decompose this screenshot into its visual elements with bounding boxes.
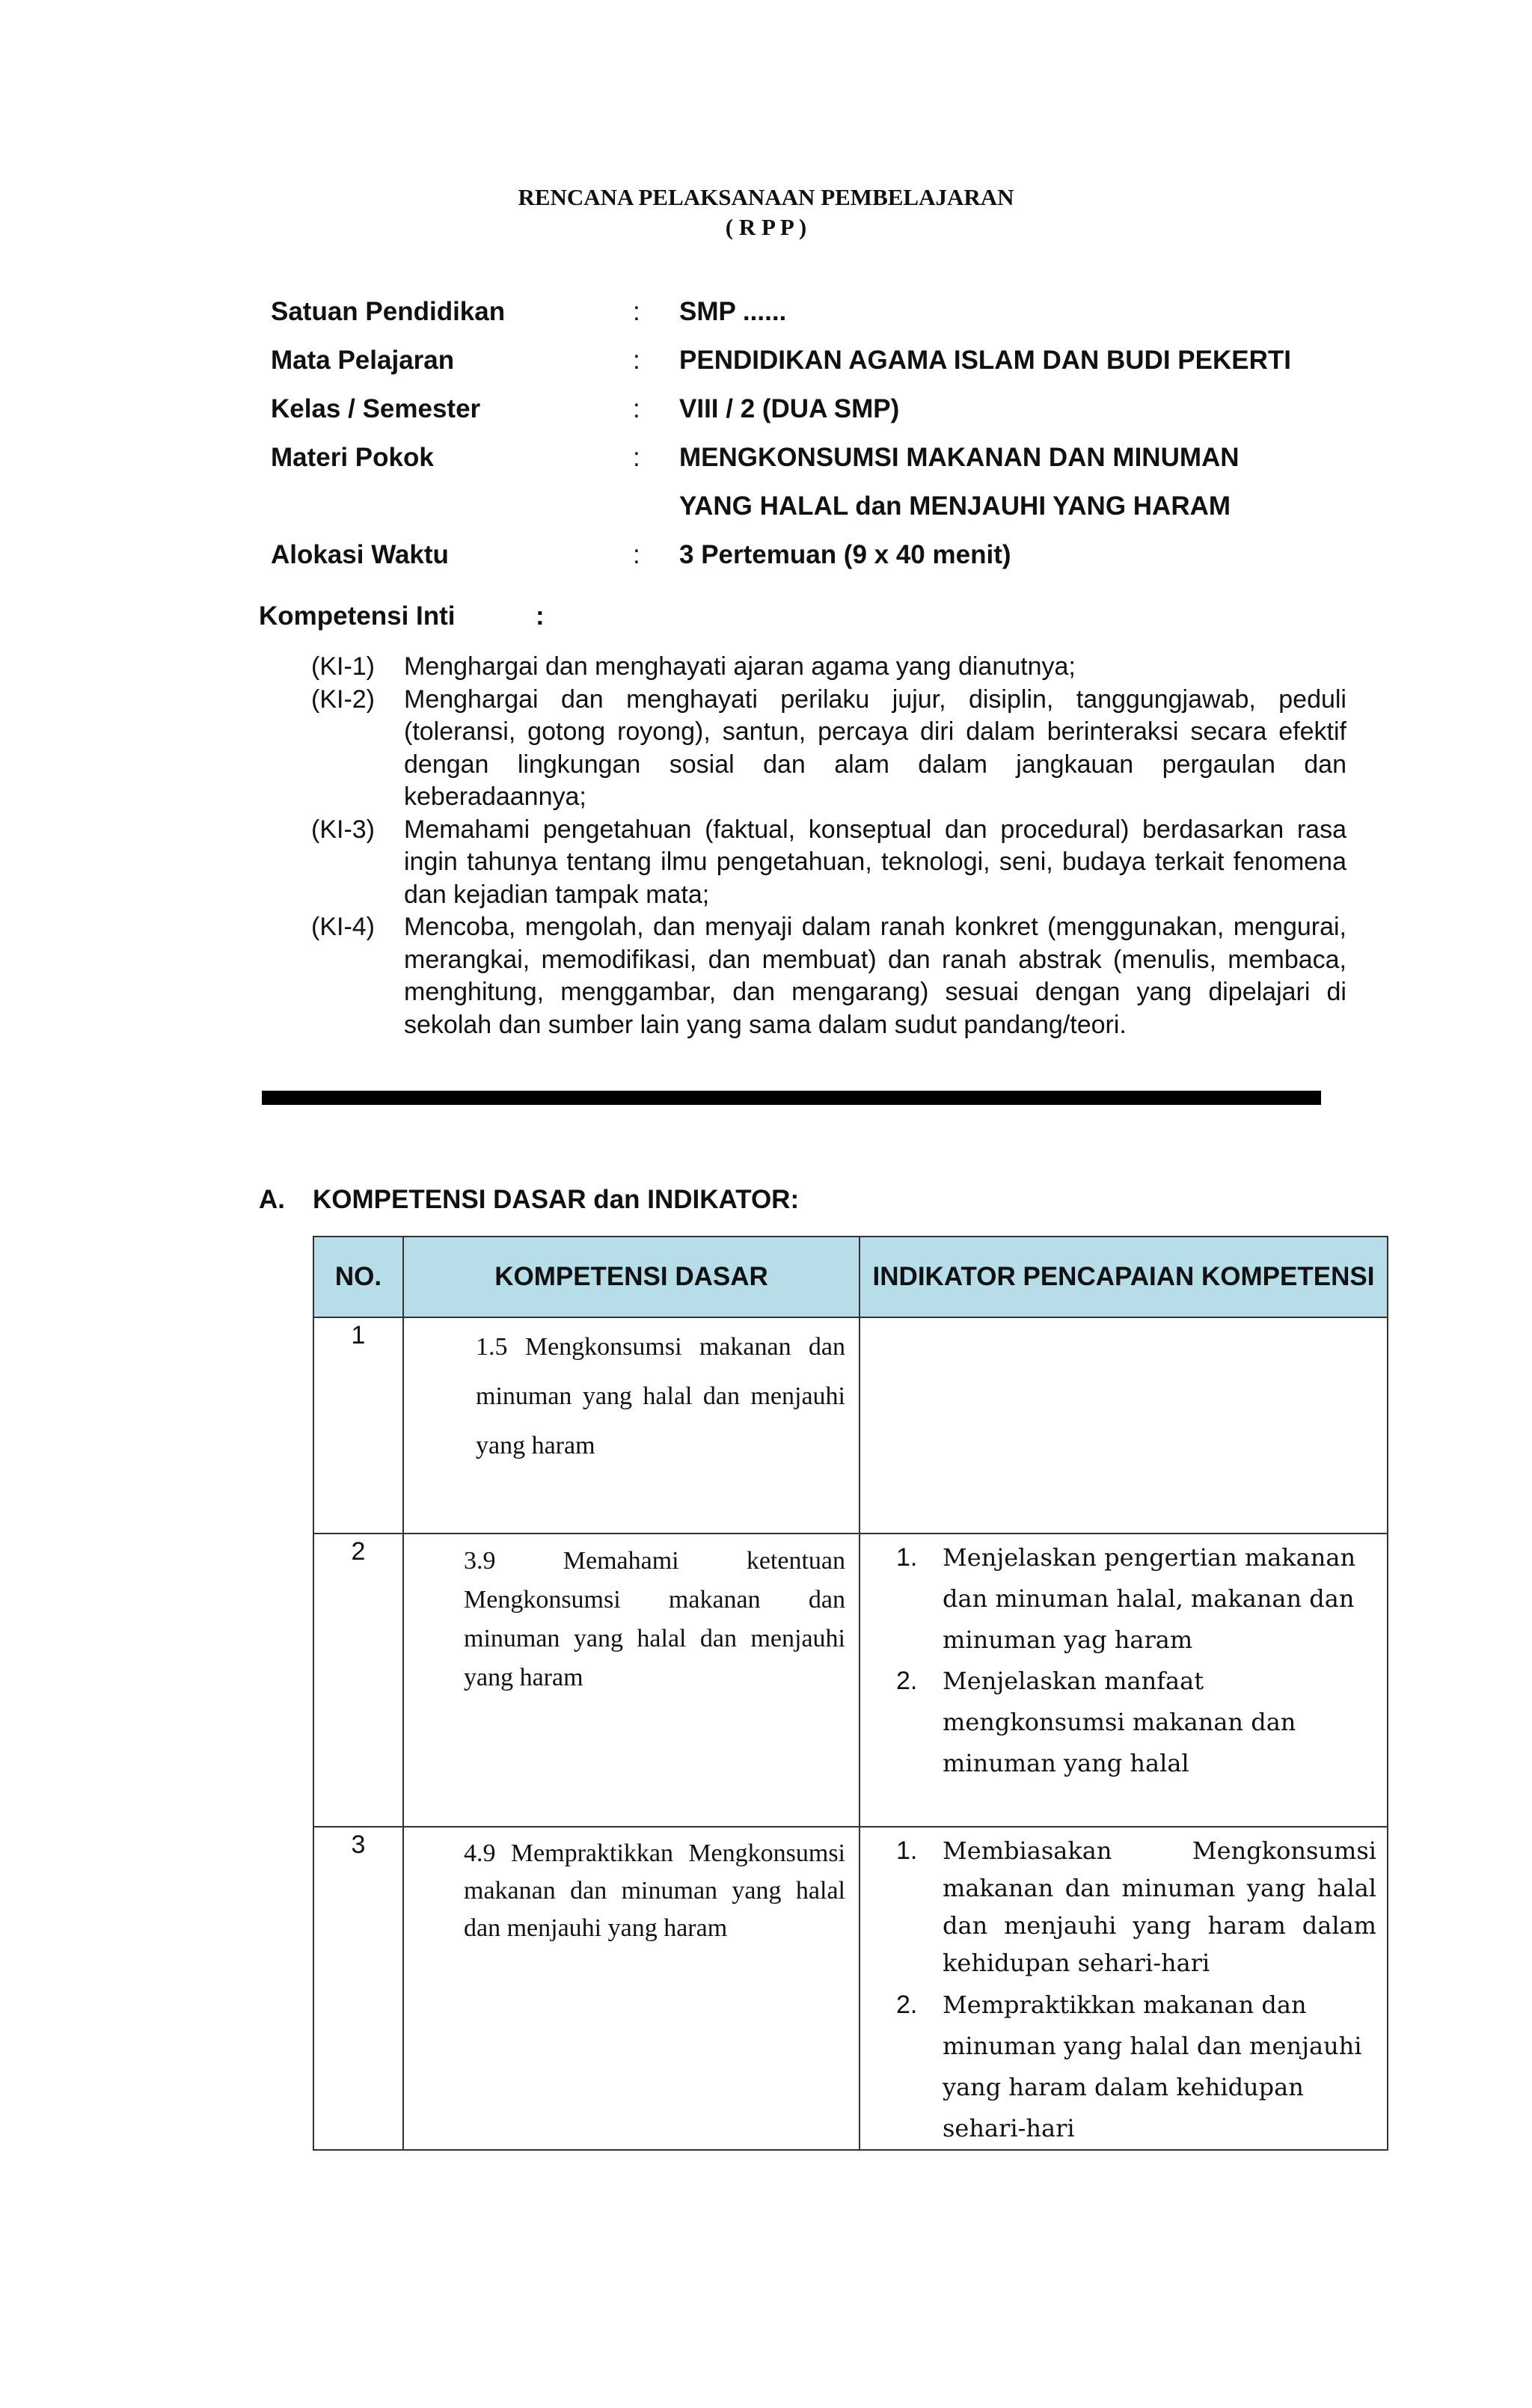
meta-row-mapel — [271, 342, 1393, 390]
meta-colon: : — [633, 443, 640, 472]
table-row — [313, 1534, 1388, 1827]
meta-value: PENDIDIKAN AGAMA ISLAM DAN BUDI PEKERTI — [679, 346, 1291, 375]
row-number: 1 — [313, 1317, 403, 1534]
meta-label: Alokasi Waktu — [271, 540, 449, 569]
ki-text: Memahami pengetahuan (faktual, konseptual dan procedural) berdasarkan rasa ingin tahunya tentang ilmu pengetahuan, teknologi, seni, budaya terkait fenomena dan kejadian tampak mata; — [404, 815, 1346, 909]
indicator-number: 1. — [896, 1836, 918, 1865]
indicator-item — [896, 1985, 1376, 2149]
ki-code: (KI-3) — [311, 815, 375, 844]
meta-row-alokasi — [271, 536, 1393, 585]
ki-text: Menghargai dan menghayati perilaku jujur, disiplin, tanggungjawab, peduli (toleransi, gotong royong), santun, percaya diri dalam berinteraksi secara efektif dengan lingkungan sosial dan alam dalam jangkauan pergaulan dan keberadaannya; — [404, 684, 1346, 811]
meta-colon: : — [633, 346, 640, 375]
kompetensi-inti-heading — [259, 601, 545, 631]
meta-label: Mata Pelajaran — [271, 346, 455, 375]
meta-value: SMP ...... — [679, 297, 787, 326]
ki-code: (KI-4) — [311, 913, 375, 941]
kompetensi-inti-list — [311, 651, 1346, 1041]
kd-cell — [403, 1827, 860, 2150]
indicator-text: Menjelaskan pengertian makanan dan minuman halal, makanan dan minuman yag haram — [943, 1543, 1356, 1654]
meta-value: YANG HALAL dan MENJAUHI YANG HARAM — [679, 491, 1231, 521]
meta-row-satuan — [271, 293, 1393, 342]
table-row — [313, 1317, 1388, 1534]
indicator-text: Membiasakan Mengkonsumsi makanan dan minuman yang halal dan menjauhi yang haram dalam kehidupan sehari-hari — [943, 1836, 1376, 1977]
kd-text: 4.9 Mempraktikkan Mengkonsumsi makanan dan minuman yang halal dan menjauhi yang haram — [464, 1839, 845, 1942]
ki-item — [311, 814, 1346, 912]
kompetensi-dasar-table — [313, 1236, 1388, 2151]
meta-label: Satuan Pendidikan — [271, 297, 506, 326]
indicator-text: Menjelaskan manfaat mengkonsumsi makanan dan minuman yang halal — [943, 1667, 1296, 1777]
indicator-cell-empty — [860, 1317, 1388, 1534]
title-line-1: RENCANA PELAKSANAAN PEMBELAJARAN — [518, 184, 1014, 210]
kd-cell — [403, 1317, 860, 1534]
ki-item — [311, 911, 1346, 1041]
kd-text: 3.9 Memahami ketentuan Mengkonsumsi makanan dan minuman yang halal dan menjauhi yang haram — [464, 1547, 845, 1691]
meta-colon: : — [633, 540, 640, 569]
meta-row-materi-cont — [271, 488, 1393, 536]
table-row — [313, 1827, 1388, 2150]
ki-text: Mencoba, mengolah, dan menyaji dalam ranah konkret (menggunakan, mengurai, merangkai, memodifikasi, dan membuat) dan ranah abstrak (menulis, membaca, menghitung, menggambar, dan mengarang) sesuai dengan yang dipelajari di sekolah dan sumber lain yang sama dalam sudut pandang/teori. — [404, 913, 1346, 1039]
section-title: KOMPETENSI DASAR dan INDIKATOR: — [313, 1185, 800, 1214]
ki-heading-label: Kompetensi Inti — [259, 601, 456, 631]
section-letter: A. — [259, 1185, 285, 1214]
indicator-number: 2. — [896, 1991, 918, 2019]
title-line-2: ( R P P ) — [725, 214, 807, 240]
header-kompetensi-dasar: KOMPETENSI DASAR — [403, 1237, 860, 1317]
section-a-heading — [259, 1185, 799, 1215]
row-number: 2 — [313, 1534, 403, 1827]
indicator-item — [896, 1661, 1376, 1784]
kd-text: 1.5 Mengkonsumsi makanan dan minuman yang halal dan menjauhi yang haram — [476, 1333, 845, 1459]
ki-code: (KI-2) — [311, 684, 375, 714]
meta-value: MENGKONSUMSI MAKANAN DAN MINUMAN — [679, 443, 1240, 472]
meta-colon: : — [633, 394, 640, 423]
kd-cell — [403, 1534, 860, 1827]
header-indikator: INDIKATOR PENCAPAIAN KOMPETENSI — [860, 1237, 1388, 1317]
indicator-item — [896, 1537, 1376, 1661]
meta-value: 3 Pertemuan (9 x 40 menit) — [679, 540, 1011, 569]
indicator-cell — [860, 1827, 1388, 2150]
ki-item — [311, 651, 1346, 684]
row-number: 3 — [313, 1827, 403, 2150]
meta-value: VIII / 2 (DUA SMP) — [679, 394, 900, 423]
header-no: NO. — [313, 1237, 403, 1317]
indicator-number: 2. — [896, 1667, 918, 1695]
document-title — [0, 183, 1532, 242]
indicator-text: Mempraktikkan makanan dan minuman yang halal dan menjauhi yang haram dalam kehidupan sehari-hari — [943, 1991, 1362, 2142]
ki-item — [311, 684, 1346, 814]
indicator-cell — [860, 1534, 1388, 1827]
meta-colon: : — [633, 297, 640, 326]
table-header-row — [313, 1237, 1388, 1317]
meta-label: Kelas / Semester — [271, 394, 481, 423]
identity-block — [271, 293, 1393, 585]
ki-code: (KI-1) — [311, 652, 375, 681]
indicator-item — [896, 1832, 1376, 1982]
meta-row-materi — [271, 439, 1393, 488]
section-divider — [262, 1091, 1321, 1105]
ki-text: Menghargai dan menghayati ajaran agama yang dianutnya; — [404, 652, 1076, 681]
meta-row-kelas — [271, 390, 1393, 439]
meta-label: Materi Pokok — [271, 443, 434, 472]
indicator-number: 1. — [896, 1543, 918, 1572]
ki-heading-colon: : — [536, 601, 545, 631]
